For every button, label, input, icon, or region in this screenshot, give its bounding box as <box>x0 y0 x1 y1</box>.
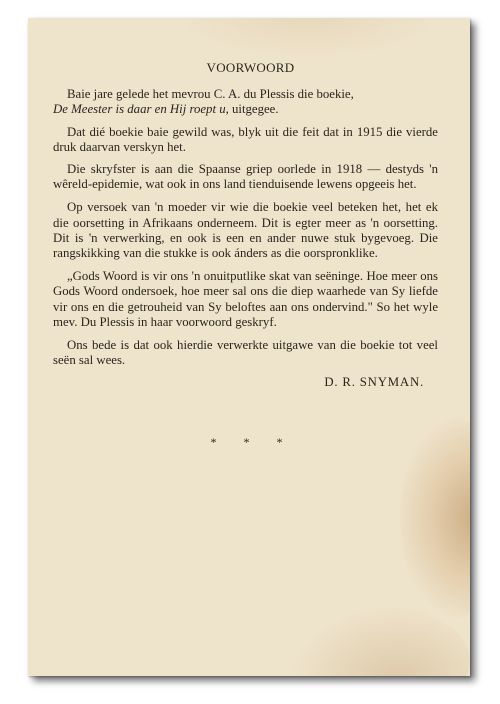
book-title: De Meester is daar en Hij roept u, <box>53 102 229 117</box>
page-heading: VOORWOORD <box>206 60 295 75</box>
paragraph-1-end: uitgegee. <box>228 102 279 117</box>
paper-stain-top <box>178 18 438 58</box>
paragraph-5: „Gods Woord is vir ons 'n onuitputlike skat van seëninge. Hoe meer ons Gods Woord ondersoek, hoe meer sal ons die diep waarhede van Sy liefde vir ons en die getrouheid van Sy beloftes aan ons ondervind." So het wyle mev. Du Plessis in haar voorwoord geskryf. <box>53 269 438 329</box>
signature: D. R. SNYMAN. <box>324 375 424 390</box>
paragraph-6: Ons bede is dat ook hierdie verwerkte uitgawe van die boekie tot veel seën sal wees. <box>53 338 438 368</box>
book-page <box>28 18 470 676</box>
ornament-stars: * * * <box>210 434 295 449</box>
paragraph-1-intro: Baie jare gelede het mevrou C. A. du Plessis die boekie, <box>67 87 354 102</box>
paper-stain-bottom <box>290 606 470 676</box>
paragraph-1 <box>53 87 438 117</box>
page-text <box>53 60 438 450</box>
paragraph-2: Dat dié boekie baie gewild was, blyk uit die feit dat in 1915 die vierde druk daarvan verskyn het. <box>53 124 438 154</box>
paragraph-3: Die skryfster is aan die Spaanse griep oorlede in 1918 — destyds 'n wêreld-epidemie, wat ook in ons land tienduisende lewens opgeeis het. <box>53 162 438 192</box>
paragraph-4: Op versoek van 'n moeder vir wie die boekie veel beteken het, het ek die oorsetting in Afrikaans onderneem. Dit is egter meer as 'n oorsetting. Dit is 'n verwerking, en ook is een en ander nuwe stuk bygevoeg. Die rangskikking van die stukke is ook ánders as die oorspronklike. <box>53 200 438 261</box>
